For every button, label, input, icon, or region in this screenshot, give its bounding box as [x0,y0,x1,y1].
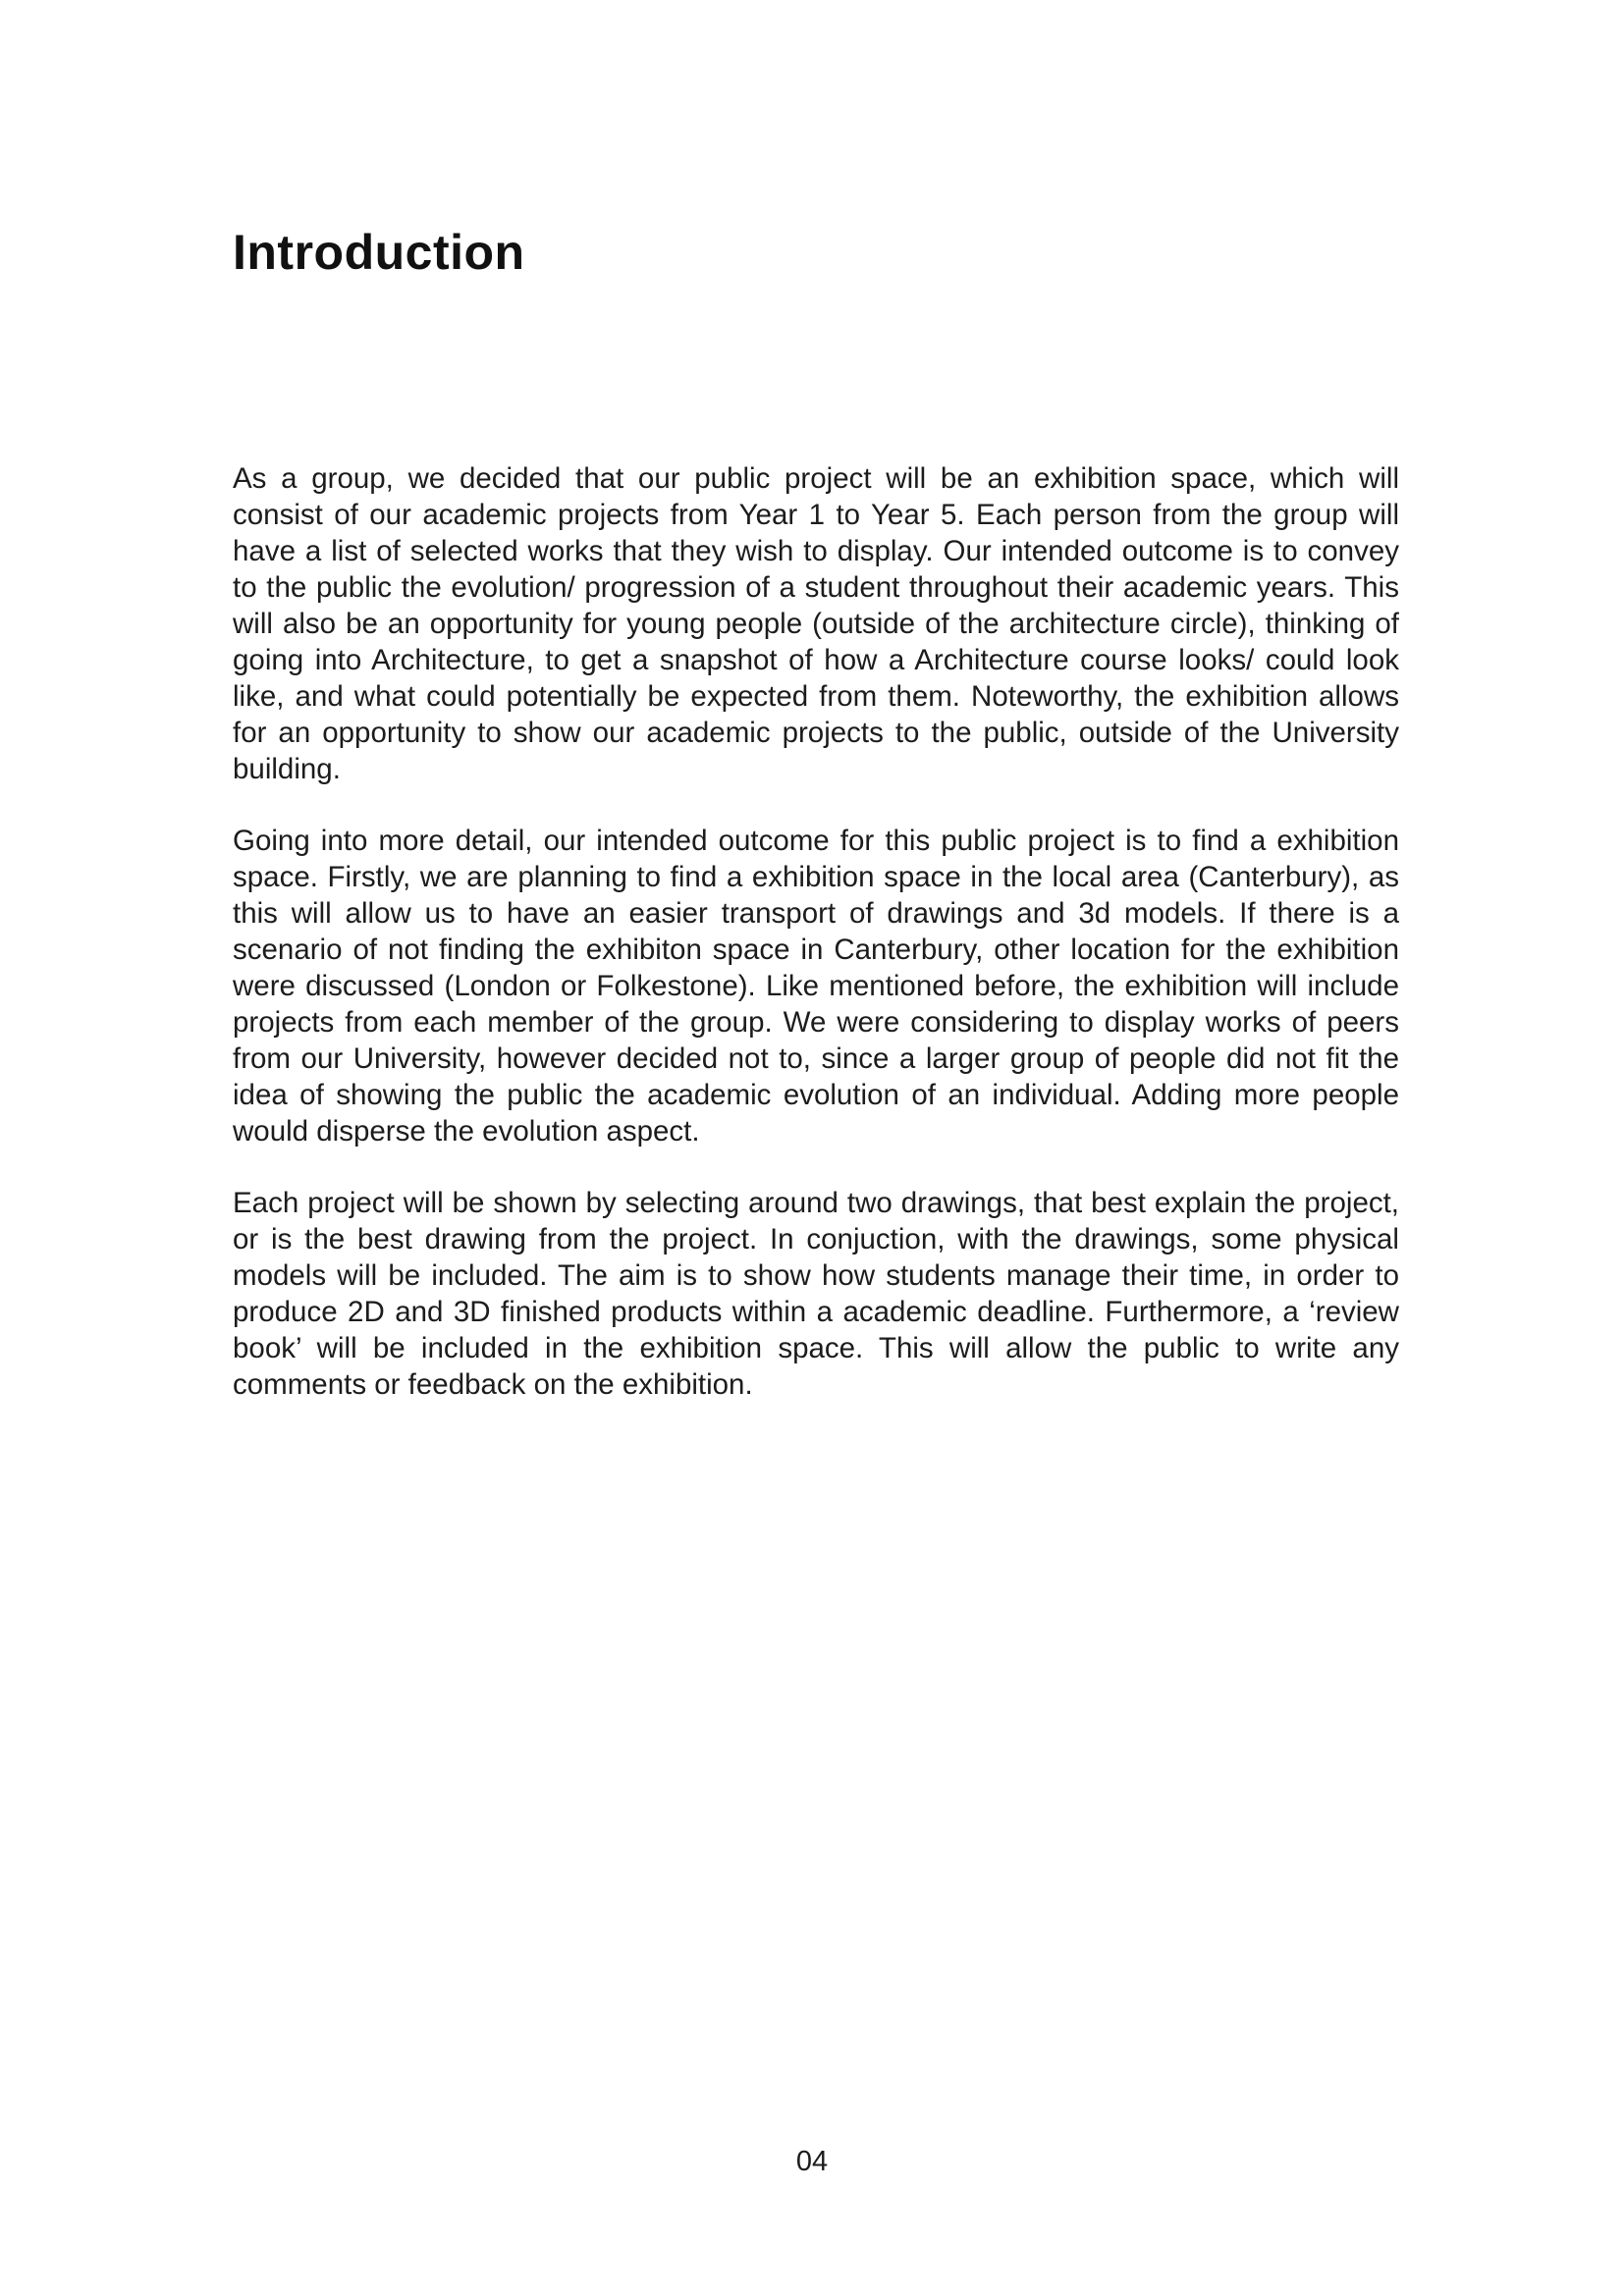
page-number: 04 [795,2146,829,2177]
paragraph-1: As a group, we decided that our public project will be an exhibition space, which will consist of our academic projects from Year 1 to Year 5. Each person from the group will have a list of selected works that they wish to display. Our intended outcome is to convey to the public the evolution/ progression of a student throughout their academic years. This will also be an opportunity for young people (outside of the architecture circle), thinking of going into Architecture, to get a snapshot of how a Architecture course looks/ could look like, and what could potentially be expected from them. Noteworthy, the exhibition allows for an opportunity to show our academic projects to the public, outside of the University building. [233,462,1399,785]
paragraph-3: Each project will be shown by selecting around two drawings, that best explain the project, or is the best drawing from the project. In conjuction, with the drawings, some physical models will be included. The aim is to show how students manage their time, in order to produce 2D and 3D finished products within a academic deadline. Furthermore, a ‘review book’ will be included in the exhibition space. This will allow the public to write any comments or feedback on the exhibition. [233,1187,1399,1401]
page-title: Introduction [233,225,525,280]
paragraph-2: Going into more detail, our intended outcome for this public project is to find a exhibition space. Firstly, we are planning to find a exhibition space in the local area (Canterbury), as this will allow us to have an easier transport of drawings and 3d models. If there is a scenario of not finding the exhibiton space in Canterbury, other location for the exhibition were discussed (London or Folkestone). Like mentioned before, the exhibition will include projects from each member of the group. We were considering to display works of peers from our University, however decided not to, since a larger group of people did not fit the idea of showing the public the academic evolution of an individual. Adding more people would disperse the evolution aspect. [233,825,1399,1148]
body-text [233,460,1399,1438]
